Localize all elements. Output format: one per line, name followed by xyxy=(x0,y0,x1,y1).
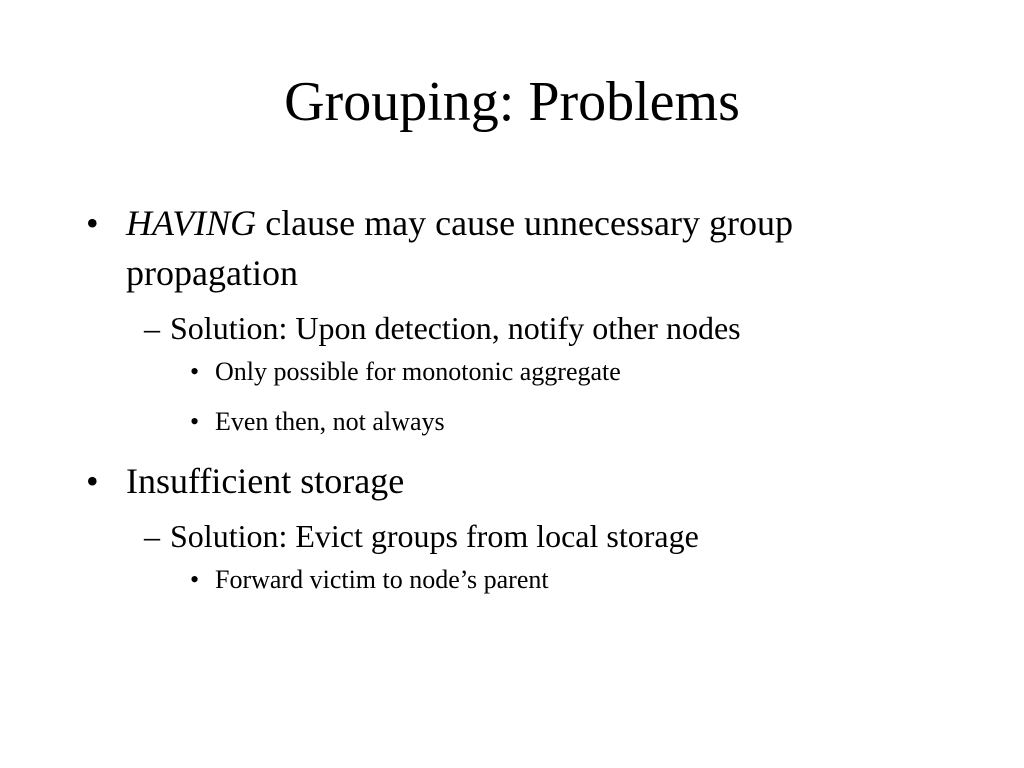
slide-title: Grouping: Problems xyxy=(284,71,740,133)
sub-sub-bullet-forward-victim xyxy=(190,562,1024,598)
dash-marker: – xyxy=(144,310,160,346)
bullet-text: clause may cause unnecessary group propagation xyxy=(126,203,793,293)
dash-marker: – xyxy=(144,518,160,554)
sub-sub-bullet-text: Forward victim to node’s parent xyxy=(215,565,549,594)
sub-bullet-evict-solution xyxy=(144,514,1024,558)
sub-bullet-notify-solution xyxy=(144,306,1024,350)
sub-sub-bullet-monotonic xyxy=(190,354,1024,390)
bullet-emphasis-having: HAVING xyxy=(126,203,257,243)
bullet-marker: • xyxy=(86,203,99,243)
bullet-insufficient-storage xyxy=(86,456,886,506)
bullet-marker: • xyxy=(86,461,99,501)
bullet-marker: • xyxy=(190,407,200,436)
bullet-marker: • xyxy=(190,565,200,594)
bullet-marker: • xyxy=(190,357,200,386)
sub-sub-bullet-not-always xyxy=(190,404,1024,440)
sub-sub-bullet-text: Only possible for monotonic aggregate xyxy=(215,357,621,386)
bullet-having-clause xyxy=(86,198,886,298)
sub-bullet-text: Solution: Evict groups from local storage xyxy=(170,518,699,554)
bullet-text: Insufficient storage xyxy=(126,461,405,501)
sub-sub-bullet-text: Even then, not always xyxy=(215,407,445,436)
bullet-list xyxy=(0,198,1024,598)
sub-bullet-text: Solution: Upon detection, notify other nodes xyxy=(170,310,741,346)
